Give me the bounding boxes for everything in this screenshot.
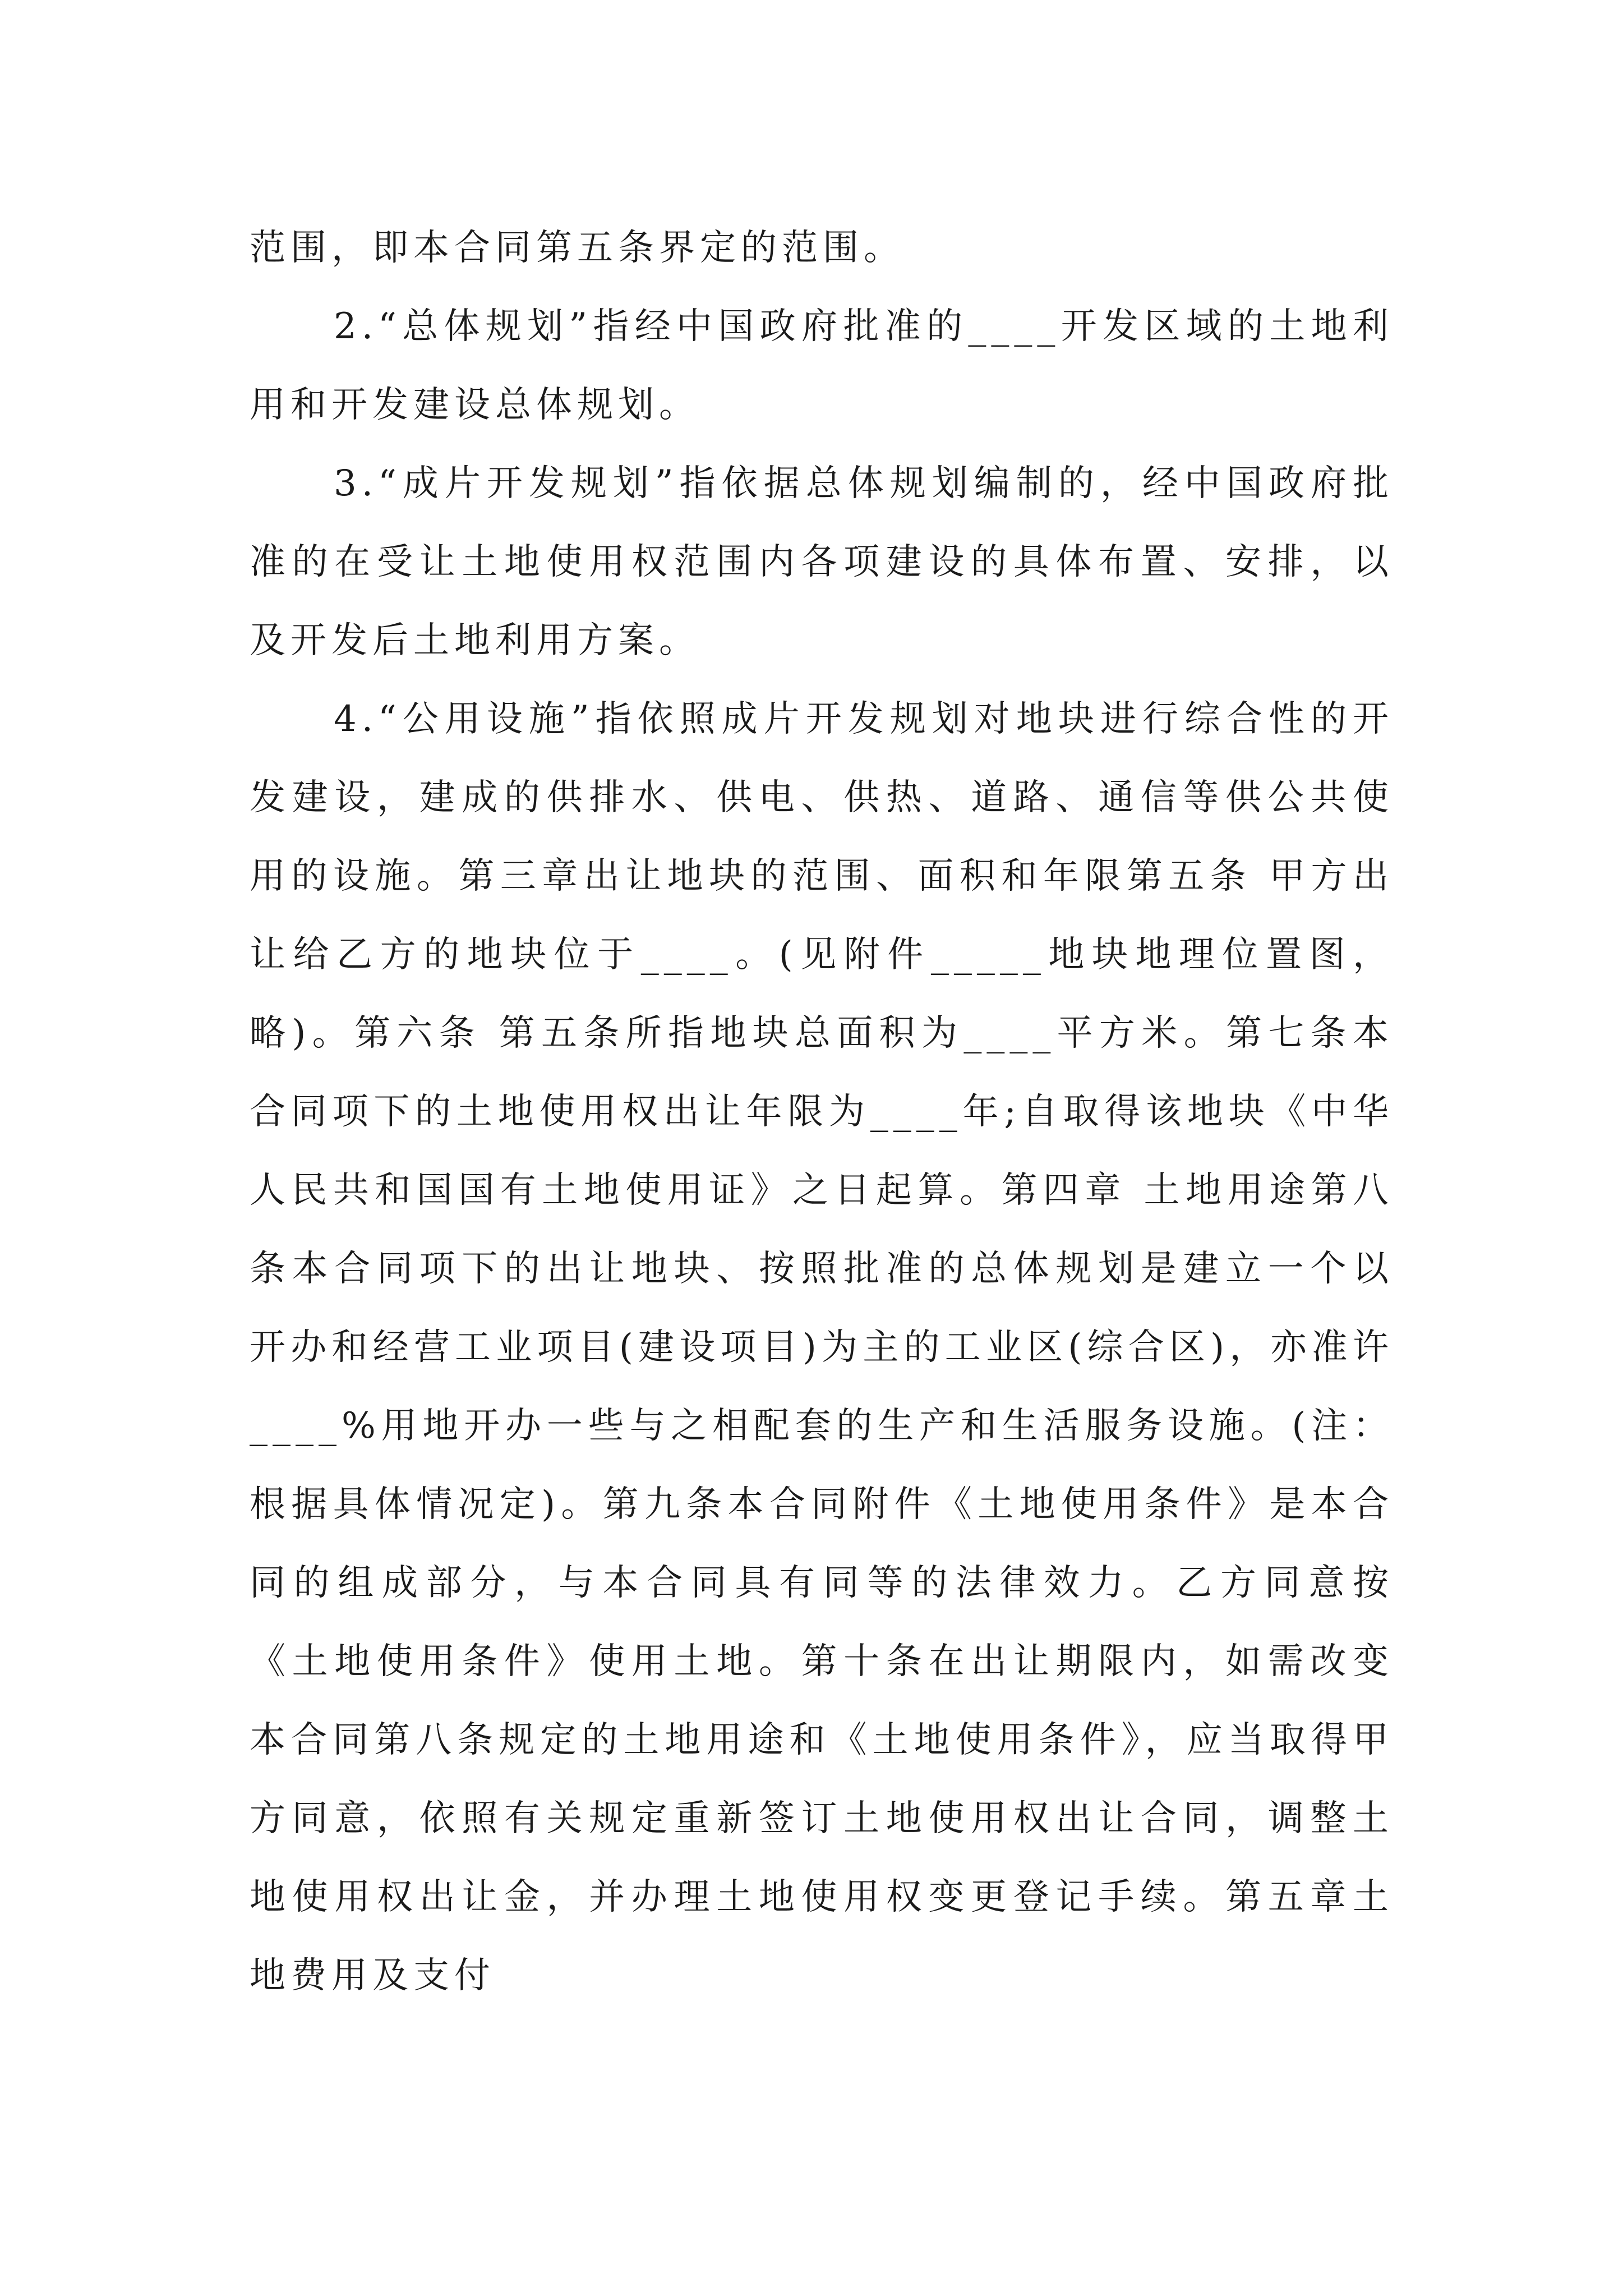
paragraph-definition-development-plan: 3.“成片开发规划”指依据总体规划编制的，经中国政府批准的在受让土地使用权范围内各项建设的具体布置、安排，以及开发后土地利用方案。 bbox=[250, 463, 1394, 661]
document-body bbox=[250, 209, 1394, 2015]
paragraph-continuation: 范围，即本合同第五条界定的范围。 bbox=[250, 227, 905, 269]
paragraph-definition-public-facilities: 4.“公用设施”指依照成片开发规划对地块进行综合性的开发建设，建成的供排水、供电、供热、道路、通信等供公共使用的设施。第三章出让地块的范围、面积和年限第五条 甲方出让给乙方的地块位于____。(见附件_____地块地理位置图，略)。第六条 第五条所指地块总面积为____平方米。第七条本合同项下的土地使用权出让年限为____年;自取得该地块《中华人民共和国国有土地使用证》之日起算。第四章 土地用途第八条本合同项下的出让地块、按照批准的总体规划是建立一个以开办和经营工业项目(建设项目)为主的工业区(综合区)，亦准许____%用地开办一些与之相配套的生产和生活服务设施。(注：根据具体情况定)。第九条本合同附件《土地使用条件》是本合同的组成部分，与本合同具有同等的法律效力。乙方同意按《土地使用条件》使用土地。第十条在出让期限内，如需改变本合同第八条规定的土地用途和《土地使用条件》，应当取得甲方同意，依照有关规定重新签订土地使用权出让合同，调整土地使用权出让金，并办理土地使用权变更登记手续。第五章土地费用及支付 bbox=[250, 698, 1394, 1996]
paragraph-definition-master-plan: 2.“总体规划”指经中国政府批准的____开发区域的土地利用和开发建设总体规划。 bbox=[250, 306, 1394, 426]
